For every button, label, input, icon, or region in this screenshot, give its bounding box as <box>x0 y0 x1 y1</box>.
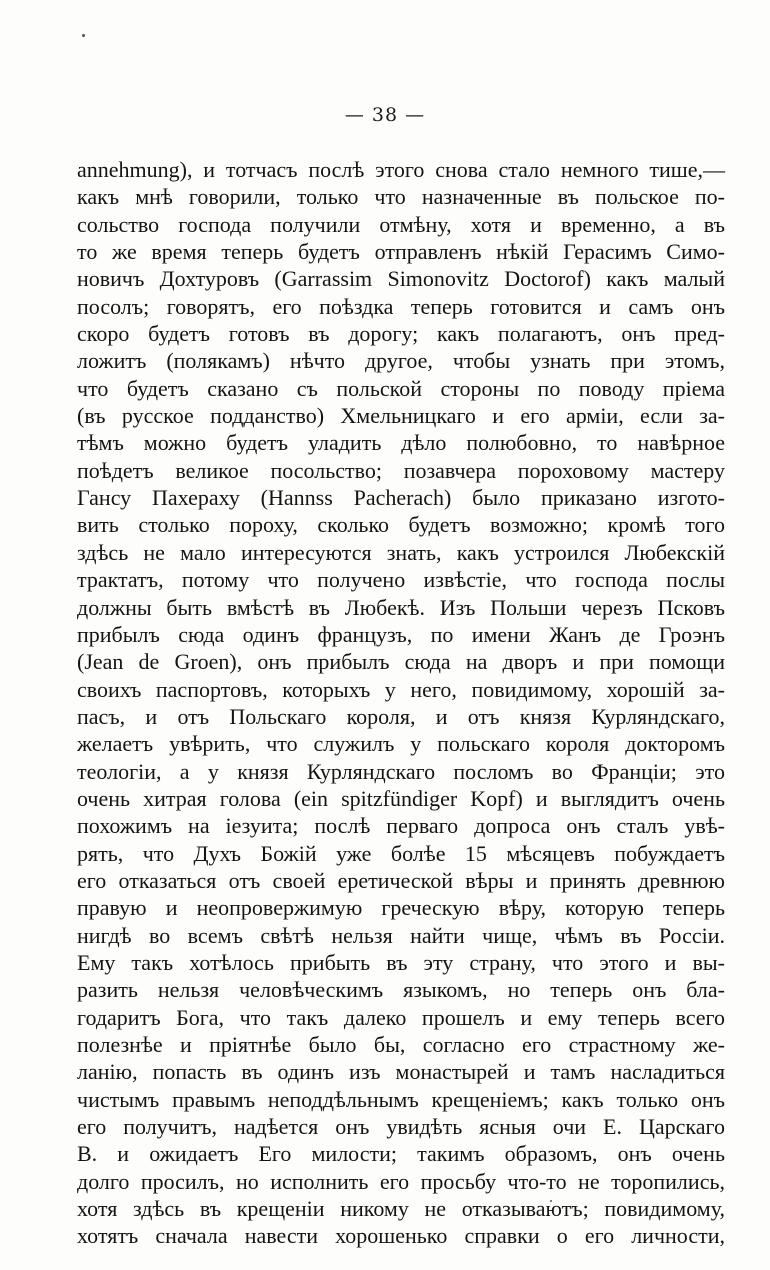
text-line: хотятъ сначала навести хорошенько справки о его личности, <box>77 1223 725 1249</box>
text-line: ланію, попасть въ одинъ изъ монастырей и тамъ насладиться <box>77 1059 725 1085</box>
text-line: прибылъ сюда одинъ французъ, по имени Жанъ де Гроэнъ <box>77 621 725 647</box>
text-line: Ему такъ хотѣлось прибыть въ эту страну, что этого и вы- <box>77 949 725 975</box>
text-line: хотя здѣсь въ крещеніи никому не отказываютъ; повидимому, <box>77 1196 725 1222</box>
text-line: скоро будетъ готовъ въ дорогу; какъ полагаютъ, онъ пред- <box>77 321 725 347</box>
text-line: ложитъ (полякамъ) нѣчто другое, чтобы узнать при этомъ, <box>77 348 725 374</box>
text-line: должны быть вмѣстѣ въ Любекѣ. Изъ Польши черезъ Псковъ <box>77 594 725 620</box>
text-line: посолъ; говорятъ, его поѣздка теперь готовится и самъ онъ <box>77 293 725 319</box>
ink-speck <box>82 34 85 37</box>
text-line: долго просилъ, но исполнить его просьбу что-то не торопились, <box>77 1168 725 1194</box>
page-number: — 38 — <box>344 104 426 126</box>
text-line: желаетъ увѣрить, что служилъ у польскаго короля докторомъ <box>77 731 725 757</box>
text-line: его получитъ, надѣется онъ увидѣть ясныя очи Е. Царскаго <box>77 1114 725 1140</box>
text-line: (Jean de Groen), онъ прибылъ сюда на дворъ и при помощи <box>77 649 725 675</box>
text-line: его отказаться отъ своей еретической вѣры и принять древнюю <box>77 867 725 893</box>
text-line: пасъ, и отъ Польскаго короля, и отъ князя Курляндскаго, <box>77 703 725 729</box>
text-line: поѣдетъ великое посольство; позавчера пороховому мастеру <box>77 457 725 483</box>
text-line: полезнѣе и пріятнѣе было бы, согласно его страстному же- <box>77 1032 725 1057</box>
text-line: разить нельзя человѣческимъ языкомъ, но теперь онъ бла- <box>77 977 725 1003</box>
text-line: сольство господа получили отмѣну, хотя и временно, а въ <box>77 211 725 237</box>
text-line: (въ русское подданство) Хмельницкаго и его арміи, если за- <box>77 403 725 429</box>
text-line: здѣсь не мало интересуются знать, какъ устроился Любекскій <box>77 539 725 565</box>
text-line: чистымъ правымъ неподдѣльнымъ крещеніемъ; какъ только онъ <box>77 1086 725 1112</box>
text-line: тѣмъ можно будетъ уладить дѣло полюбовно, то навѣрное <box>77 430 725 456</box>
text-line: очень хитрая голова (ein spitzfündiger Kopf) и выглядитъ очень <box>77 785 725 811</box>
body-text <box>77 156 725 1250</box>
text-line: какъ мнѣ говорили, только что назначенные въ польское по- <box>77 184 725 210</box>
text-line: новичъ Дохтуровъ (Garrassim Simonovitz Doctorof) какъ малый <box>77 266 725 292</box>
text-line: annehmung), и тотчасъ послѣ этого снова стало немного тише,— <box>77 157 725 182</box>
text-line: трактатъ, потому что получено извѣстіе, что господа послы <box>77 567 725 593</box>
text-line: что будетъ сказано съ польской стороны по поводу пріема <box>77 375 725 401</box>
text-line: годаритъ Бога, что такъ далеко прошелъ и ему теперь всего <box>77 1004 725 1030</box>
text-line: правую и неопровержимую греческую вѣру, которую теперь <box>77 895 725 921</box>
text-line: своихъ паспортовъ, которыхъ у него, повидимому, хорошій за- <box>77 676 725 702</box>
text-line: нигдѣ во всемъ свѣтѣ нельзя найти чище, чѣмъ въ Россіи. <box>77 922 725 948</box>
text-line: то же время теперь будетъ отправленъ нѣкій Герасимъ Симо- <box>77 239 725 265</box>
text-line: В. и ожидаетъ Его милости; такимъ образомъ, онъ очень <box>77 1141 725 1167</box>
text-line: рять, что Духъ Божій уже болѣе 15 мѣсяцевъ побуждаетъ <box>77 840 725 866</box>
text-line: вить столько пороху, сколько будетъ возможно; кромѣ того <box>77 512 725 538</box>
text-line: Гансу Пахераху (Hannss Pacherach) было приказано изгото- <box>77 485 725 511</box>
text-line: теологіи, а у князя Курляндскаго посломъ во Франціи; это <box>77 758 725 784</box>
text-line: похожимъ на іезуита; послѣ перваго допроса онъ сталъ увѣ- <box>77 813 725 839</box>
